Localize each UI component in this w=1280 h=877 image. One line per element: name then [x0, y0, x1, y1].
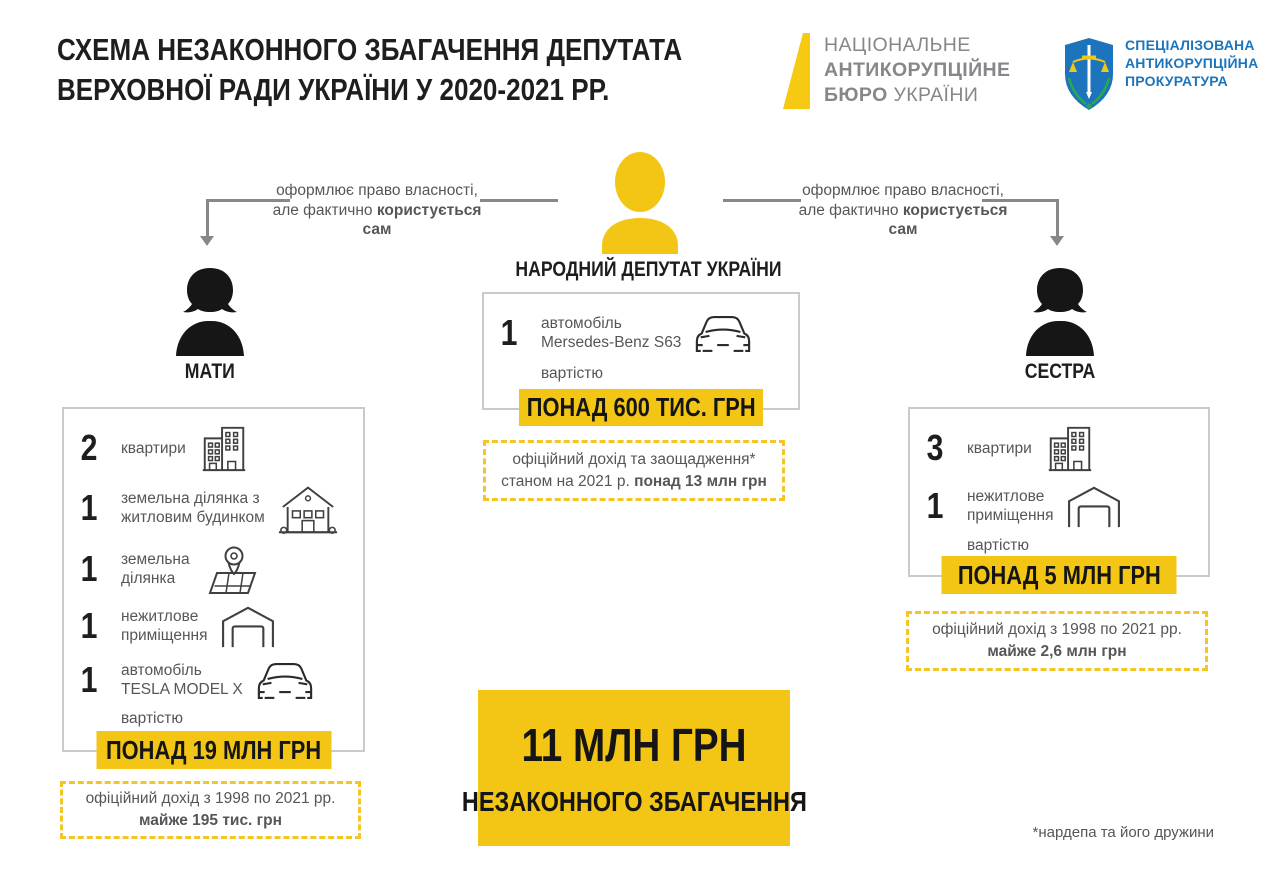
ownership-note-left: оформлює право власності, але фактично користується сам	[272, 182, 482, 238]
page-title-line2: ВЕРХОВНОЇ РАДИ УКРАЇНИ У 2020-2021 РР.	[57, 72, 610, 107]
connector-line-left-vertical	[206, 199, 209, 237]
sap-logo	[1063, 36, 1258, 112]
asset-row: 1 автомобіль Mersedes-Benz S63	[499, 310, 790, 355]
apartment-building-icon	[1044, 423, 1096, 473]
apartment-building-icon	[198, 423, 250, 473]
nabu-line2: АНТИКОРУПЦІЙНЕ	[824, 59, 1011, 81]
asset-row: 1 нежитлове приміщення	[925, 483, 1200, 529]
mother-label: МАТИ	[184, 360, 236, 383]
deputy-assets-box	[482, 292, 800, 422]
arrow-down-left-icon	[200, 236, 214, 246]
warehouse-icon	[1065, 483, 1123, 529]
sister-value-band: ПОНАД 5 МЛН ГРН	[942, 556, 1177, 594]
asset-row: 1 нежитлове приміщення	[79, 603, 355, 649]
total-amount: 11 МЛН ГРН	[521, 719, 747, 771]
asset-row: 3 квартири	[925, 423, 1200, 473]
sap-line2: АНТИКОРУПЦІЙНА	[1125, 55, 1259, 71]
value-label: вартістю	[967, 537, 1029, 554]
sister-person-icon	[1018, 264, 1102, 356]
sister-label: СЕСТРА	[1024, 360, 1096, 383]
car-icon	[693, 310, 753, 355]
asset-row: 2 квартири	[79, 423, 355, 473]
nabu-logo-text	[824, 33, 1010, 108]
sister-assets-box	[908, 407, 1210, 590]
deputy-person-icon	[592, 152, 688, 254]
garage-icon	[219, 603, 277, 649]
sister-income-box: офіційний дохід з 1998 по 2021 рр. майже 2,6 млн грн	[906, 611, 1208, 671]
mother-person-icon	[168, 264, 252, 356]
nabu-line1: НАЦІОНАЛЬНЕ	[824, 34, 971, 56]
nabu-line3: БЮРО УКРАЇНИ	[824, 84, 979, 106]
land-plot-icon	[202, 543, 260, 595]
mother-income-box: офіційний дохід з 1998 по 2021 рр. майже 195 тис. грн	[60, 781, 361, 839]
connector-line-right-vertical	[1056, 199, 1059, 237]
total-caption: НЕЗАКОННОГО ЗБАГАЧЕННЯ	[461, 786, 807, 817]
car-icon	[255, 657, 315, 702]
total-enrichment-box	[461, 690, 807, 846]
ownership-note-right: оформлює право власності, але фактично користується сам	[798, 182, 1008, 238]
mother-assets-box	[62, 407, 365, 765]
asset-row: 1 автомобіль TESLA MODEL X	[79, 657, 355, 702]
sap-line3: ПРОКУРАТУРА	[1125, 73, 1228, 89]
mother-value-band: ПОНАД 19 МЛН ГРН	[96, 731, 331, 769]
asset-row: 1 земельна ділянка	[79, 543, 355, 595]
deputy-income-box: офіційний дохід та заощадження* станом на 2021 р. понад 13 млн грн	[483, 440, 785, 501]
deputy-value-band: ПОНАД 600 ТИС. ГРН	[519, 389, 763, 426]
sap-logo-text	[1125, 36, 1258, 90]
nabu-logo-mark-icon	[783, 33, 810, 109]
arrow-down-right-icon	[1050, 236, 1064, 246]
house-icon	[277, 481, 339, 535]
sap-shield-icon	[1063, 36, 1115, 112]
nabu-logo	[783, 33, 1010, 109]
footnote: *нардепа та його дружини	[1032, 824, 1214, 841]
page-title	[57, 30, 801, 110]
page-title-line1: СХЕМА НЕЗАКОННОГО ЗБАГАЧЕННЯ ДЕПУТАТА	[57, 32, 683, 67]
value-label: вартістю	[121, 710, 183, 727]
value-label: вартістю	[541, 365, 603, 382]
asset-row: 1 земельна ділянка з житловим будинком	[79, 481, 355, 535]
sap-line1: СПЕЦІАЛІЗОВАНА	[1125, 37, 1255, 53]
deputy-label: НАРОДНИЙ ДЕПУТАТ УКРАЇНИ	[515, 258, 782, 281]
